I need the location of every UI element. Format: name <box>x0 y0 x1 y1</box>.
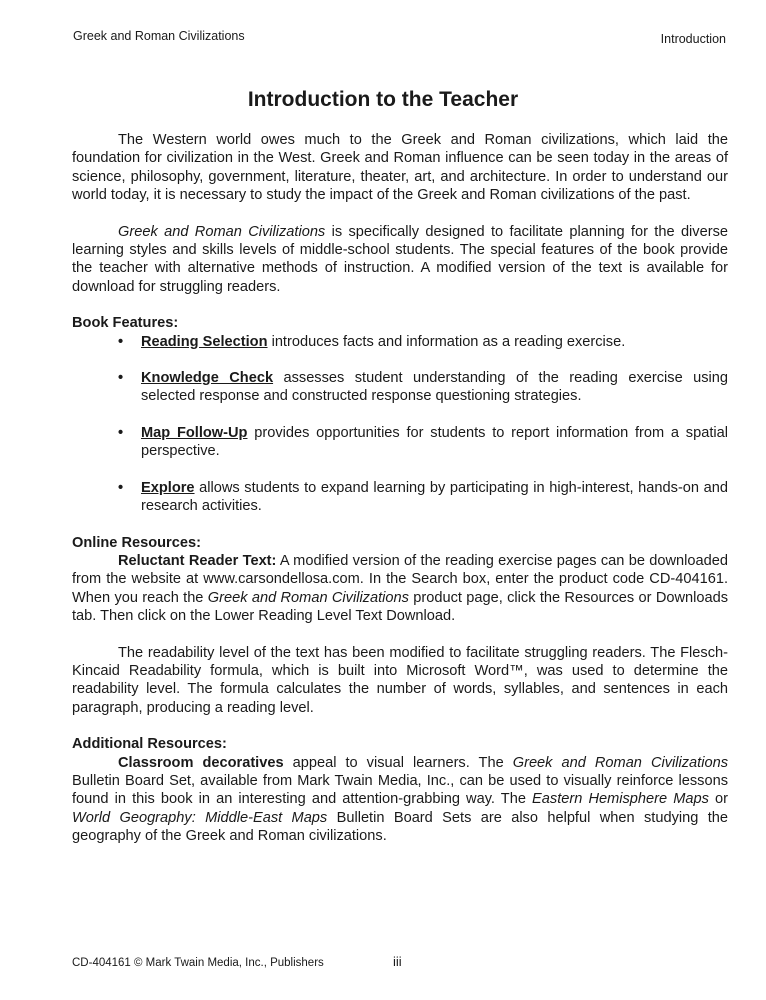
reluctant-reader-text-2: product page, click the Resources or Downloads tab. Then click on the Lower Reading Level Text Download. <box>72 589 729 625</box>
book-features-heading: Book Features: <box>72 315 179 332</box>
intro-paragraph: The Western world owes much to the Greek and Roman civilizations, which laid the foundation for civilization in the West. Greek and Roman influence can be seen today in the areas of science, philosophy, government, literature, theater, art, and architecture. In order to understand our world today, it is necessary to study the impact of the Greek and Roman civilizations of the past. <box>72 132 728 204</box>
page-body <box>72 131 728 846</box>
paragraph-text: Bulletin Board Set, available from Mark Twain Media, Inc., can be used to visually reinforce lessons found in this book in an interesting and attention-grabbing way. The <box>72 772 728 808</box>
page-number: iii <box>393 954 402 969</box>
design-paragraph-text: is specifically designed to facilitate planning for the diverse learning styles and skills levels of middle-school students. The special features of the book provide the teacher with alternative methods of instruction. A modified version of the text is available for download for struggling readers. <box>72 223 728 295</box>
bullet-icon: • <box>118 370 124 387</box>
feature-description: provides opportunities for students to report information from a spatial perspective. <box>141 424 728 460</box>
classroom-decoratives-subhead: Classroom decoratives <box>118 754 284 771</box>
reluctant-reader-subhead: Reluctant Reader Text: <box>118 552 277 569</box>
list-item <box>118 369 728 406</box>
bullet-icon: • <box>118 424 124 441</box>
bullet-icon: • <box>118 333 124 350</box>
feature-description: assesses student understanding of the reading exercise using selected response and constructed response questioning strategies. <box>141 370 728 405</box>
footer-copyright: CD-404161 © Mark Twain Media, Inc., Publishers <box>72 957 324 969</box>
book-title-italic: Greek and Roman Civilizations <box>512 754 729 771</box>
paragraph-text: appeal to visual learners. The <box>283 754 513 771</box>
bullet-icon: • <box>118 479 124 496</box>
classroom-decoratives-paragraph <box>72 754 728 846</box>
maps-title-italic: Eastern Hemisphere Maps <box>532 791 709 808</box>
page-title: Introduction to the Teacher <box>247 88 519 111</box>
running-header-section: Introduction <box>660 32 726 46</box>
maps-title-italic: World Geography: Middle-East Maps <box>72 809 328 826</box>
readability-paragraph: The readability level of the text has been modified to facilitate struggling readers. The Flesch-Kincaid Readability formula, which is built into Microsoft Word™, was used to determine the readability level. The formula calculates the number of words, syllables, and sentences in each paragraph, producing a reading level. <box>72 644 728 716</box>
running-header-title: Greek and Roman Civilizations <box>73 29 245 43</box>
book-title-italic: Greek and Roman Civilizations <box>118 223 326 240</box>
list-item <box>118 479 728 516</box>
paragraph-text: Bulletin Board Sets are also helpful when studying the geography of the Greek and Roman civilizations. <box>72 809 728 845</box>
feature-name: Map Follow-Up <box>141 424 248 441</box>
book-features-list <box>72 333 728 516</box>
reluctant-reader-paragraph <box>72 552 728 626</box>
feature-name: Reading Selection <box>141 333 268 350</box>
feature-description: allows students to expand learning by participating in high-interest, hands-on and research activities. <box>141 479 728 515</box>
design-paragraph <box>72 223 728 297</box>
online-resources-heading: Online Resources: <box>72 534 201 551</box>
list-item <box>118 333 728 351</box>
reluctant-reader-text-1: A modified version of the reading exercise pages can be downloaded from the website at www.carsondellosa.com. In the Search box, enter the product code CD-404161. When you reach the <box>72 552 728 606</box>
feature-name: Knowledge Check <box>141 370 274 387</box>
book-title-italic: Greek and Roman Civilizations <box>207 589 409 606</box>
feature-description: introduces facts and information as a reading exercise. <box>267 333 626 350</box>
list-item <box>118 424 728 461</box>
feature-name: Explore <box>141 479 195 496</box>
additional-resources-heading: Additional Resources: <box>72 736 227 753</box>
paragraph-text: or <box>708 791 728 808</box>
